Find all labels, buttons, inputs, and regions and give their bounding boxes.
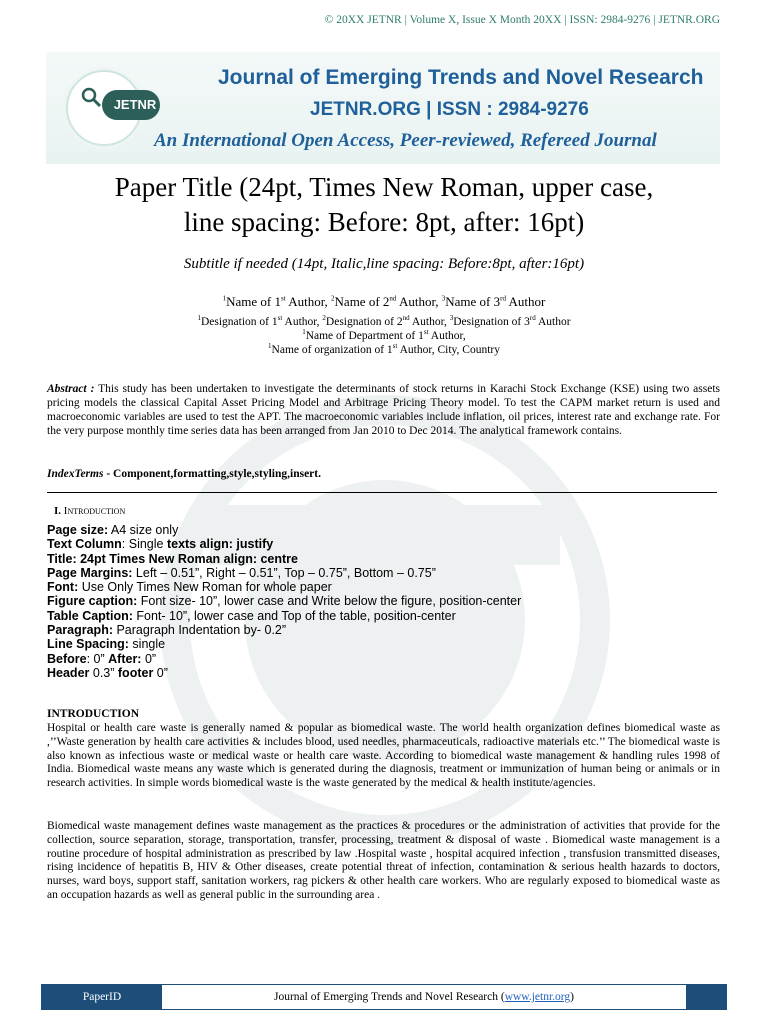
spec-paragraph <box>47 623 720 637</box>
desig-1-num: 1 <box>197 314 201 323</box>
spec-label: Page Margins: <box>47 565 133 580</box>
author-3-rest: Author <box>505 294 546 309</box>
desig-1-ord: st <box>277 314 283 323</box>
author-1-num: 1 <box>222 294 227 303</box>
desig-2-rest: Author, <box>409 316 450 328</box>
author-3-num: 3 <box>441 294 446 303</box>
spec-value: Use Only Times New Roman for whole paper <box>78 580 332 595</box>
spec-font <box>47 580 720 594</box>
desig-3: Designation of 3 <box>453 316 530 328</box>
org-text: Name of organization of 1 <box>271 344 393 356</box>
author-3-name: Name of 3 <box>445 294 501 309</box>
spec-label: Header <box>47 665 90 680</box>
desig-1-rest: Author, <box>282 316 323 328</box>
desig-3-ord: rd <box>529 314 536 323</box>
dept-ord: st <box>423 328 429 337</box>
spec-value: 0” <box>153 665 168 680</box>
footer-link[interactable]: www.jetnr.org <box>504 991 571 1003</box>
footer-close: ) <box>570 991 575 1003</box>
footer-journal <box>162 985 686 1009</box>
header-topline: © 20XX JETNR | Volume X, Issue X Month 20XX | ISSN: 2984-9276 | JETNR.ORG <box>324 14 720 26</box>
spec-value: Left – 0.51”, Right – 0.51”, Top – 0.75”, Bottom – 0.75” <box>132 565 436 580</box>
spec-label: Line Spacing: <box>47 637 129 652</box>
spec-value: Font- 10”, lower case and Top of the table, position-center <box>132 608 456 623</box>
paper-title <box>40 170 728 240</box>
index-label: IndexTerms <box>47 468 104 480</box>
spec-value: : Single <box>121 537 167 552</box>
desig-2-num: 2 <box>322 314 326 323</box>
author-1-name: Name of 1 <box>226 294 282 309</box>
spec-table-caption <box>47 609 720 623</box>
spec-header-footer <box>47 666 720 680</box>
spec-line-spacing <box>47 637 720 651</box>
footer-journal-text: Journal of Emerging Trends and Novel Research ( <box>273 991 505 1003</box>
author-1-ord: st <box>281 294 286 303</box>
author-list <box>40 294 728 310</box>
spec-label: texts align: justify <box>166 537 274 552</box>
desig-2-ord: nd <box>402 314 410 323</box>
footer-accent-block <box>686 985 726 1009</box>
desig-1: Designation of 1 <box>200 316 278 328</box>
paper-subtitle: Subtitle if needed (14pt, Italic,line spacing: Before:8pt, after:16pt) <box>183 256 585 272</box>
logo-text: JETNR <box>102 90 160 120</box>
spec-text-column <box>47 537 720 551</box>
desig-3-num: 3 <box>449 314 454 323</box>
spec-label: Title: 24pt Times New Roman align: centre <box>47 551 298 566</box>
author-2-name: Name of 2 <box>334 294 390 309</box>
dept-rest: Author, <box>428 330 466 342</box>
title-line-1: Paper Title (24pt, Times New Roman, upper case, <box>114 172 654 202</box>
author-2-ord: nd <box>389 294 397 303</box>
spec-figure-caption <box>47 594 720 608</box>
index-text: - Component,formatting,style,styling,insert. <box>103 468 321 480</box>
body-paragraph-1: Hospital or health care waste is generally named & popular as biomedical waste. The world health organization defines biomedical waste as ,’’Waste generation by health care activities & includes blood, used needles, pharmaceuticals, radioactive materials etc.’’ The biomedical waste is also known as infectious waste or medical waste or health care waste. According to biomedical waste management & handling rules 1998 of India. Biomedical waste means any waste which is generated during the diagnosis, treatment or immunization of human being or animals or in research activities. In simple words biomedical waste is the waste generated by the medical & health institute/agencies. <box>47 722 720 790</box>
department-line <box>40 330 728 342</box>
spec-label: After: <box>108 651 142 666</box>
spec-before-after <box>47 652 720 666</box>
designation-line <box>40 316 728 328</box>
page-footer <box>41 984 727 1010</box>
org-ord: st <box>392 342 398 351</box>
desig-2: Designation of 2 <box>325 316 403 328</box>
section-title: Introduction <box>63 505 126 517</box>
dept-text: Name of Department of 1 <box>305 330 424 342</box>
spec-label: Paragraph: <box>47 623 113 638</box>
abstract-label: Abstract : <box>47 383 95 395</box>
organization-line <box>40 344 728 356</box>
journal-tagline: An International Open Access, Peer-reviewed, Refereed Journal <box>154 130 657 151</box>
body-paragraph-2: Biomedical waste management defines waste management as the practices & procedures or the administration of activities that provide for the collection, source separation, storage, transportation, transfer, processing, treatment & disposal of waste . Biomedical waste management is a routine procedure of hospital administration as prescribed by law .Hospital waste , hospital acquired infection , transfusion transmitted diseases, rising incidence of hepatitis B, HIV & Other diseases, create potential threat of infection, contamination & serious health hazards to doctors, nurses, ward boys, support staff, sanitation workers, rag pickers & other health care workers. Who are regularly exposed to biomedical waste as an occupation hazards as well as general public in the surrounding area . <box>47 820 720 901</box>
author-3-ord: rd <box>500 294 506 303</box>
spec-label: Text Column <box>47 537 122 552</box>
spec-value: Paragraph Indentation by- 0.2” <box>113 623 287 638</box>
dept-num: 1 <box>302 328 306 337</box>
index-terms <box>47 468 720 480</box>
journal-banner <box>46 52 720 164</box>
section-number: I. <box>54 505 64 517</box>
section-heading <box>54 505 125 517</box>
author-2-rest: Author, <box>396 294 442 309</box>
journal-name: Journal of Emerging Trends and Novel Research <box>218 66 704 89</box>
spec-value: A4 size only <box>108 523 179 537</box>
spec-page-size <box>47 523 720 537</box>
spec-label: Before <box>47 651 87 666</box>
spec-label: Figure caption: <box>47 594 138 609</box>
spec-label: Table Caption: <box>47 608 133 623</box>
desig-3-rest: Author <box>535 316 571 328</box>
spec-value: Font size- 10”, lower case and Write below the figure, position-center <box>137 594 522 609</box>
spec-label: footer <box>117 665 154 680</box>
spec-label: Page size: <box>47 523 109 537</box>
abstract-text: This study has been undertaken to investigate the determinants of stock returns in Karachi Stock Exchange (KSE) using two assets pricing models the classical Capital Asset Pricing Model and Arbitrage Pricing Theory model. To test the CAPM market return is used and macroeconomic variables are used to test the APT. The macroeconomic variables include inflation, oil prices, interest rate and exchange rate. For the very purpose monthly time series data has been arranged from Jan 2010 to Dec 2014. The analytical framework contains. <box>47 383 720 437</box>
author-1-rest: Author, <box>285 294 332 309</box>
section-divider <box>47 492 717 493</box>
spec-value: 0” <box>141 651 157 666</box>
spec-page-margins <box>47 566 720 580</box>
journal-url: JETNR.ORG | ISSN : 2984-9276 <box>310 99 589 120</box>
spec-label: Font: <box>47 580 79 595</box>
abstract <box>47 382 720 438</box>
spec-value: single <box>128 637 166 652</box>
introduction-heading: INTRODUCTION <box>47 708 140 720</box>
magnifier-icon <box>80 86 102 108</box>
spec-value: 0.3” <box>89 665 118 680</box>
footer-paper-id: PaperID <box>42 985 162 1009</box>
title-line-2: line spacing: Before: 8pt, after: 16pt) <box>183 207 585 237</box>
author-2-num: 2 <box>331 294 335 303</box>
spec-value: : 0” <box>86 651 109 666</box>
spec-title <box>47 552 720 566</box>
org-num: 1 <box>268 342 272 351</box>
org-rest: Author, City, Country <box>397 344 500 356</box>
format-spec-list <box>47 523 720 680</box>
